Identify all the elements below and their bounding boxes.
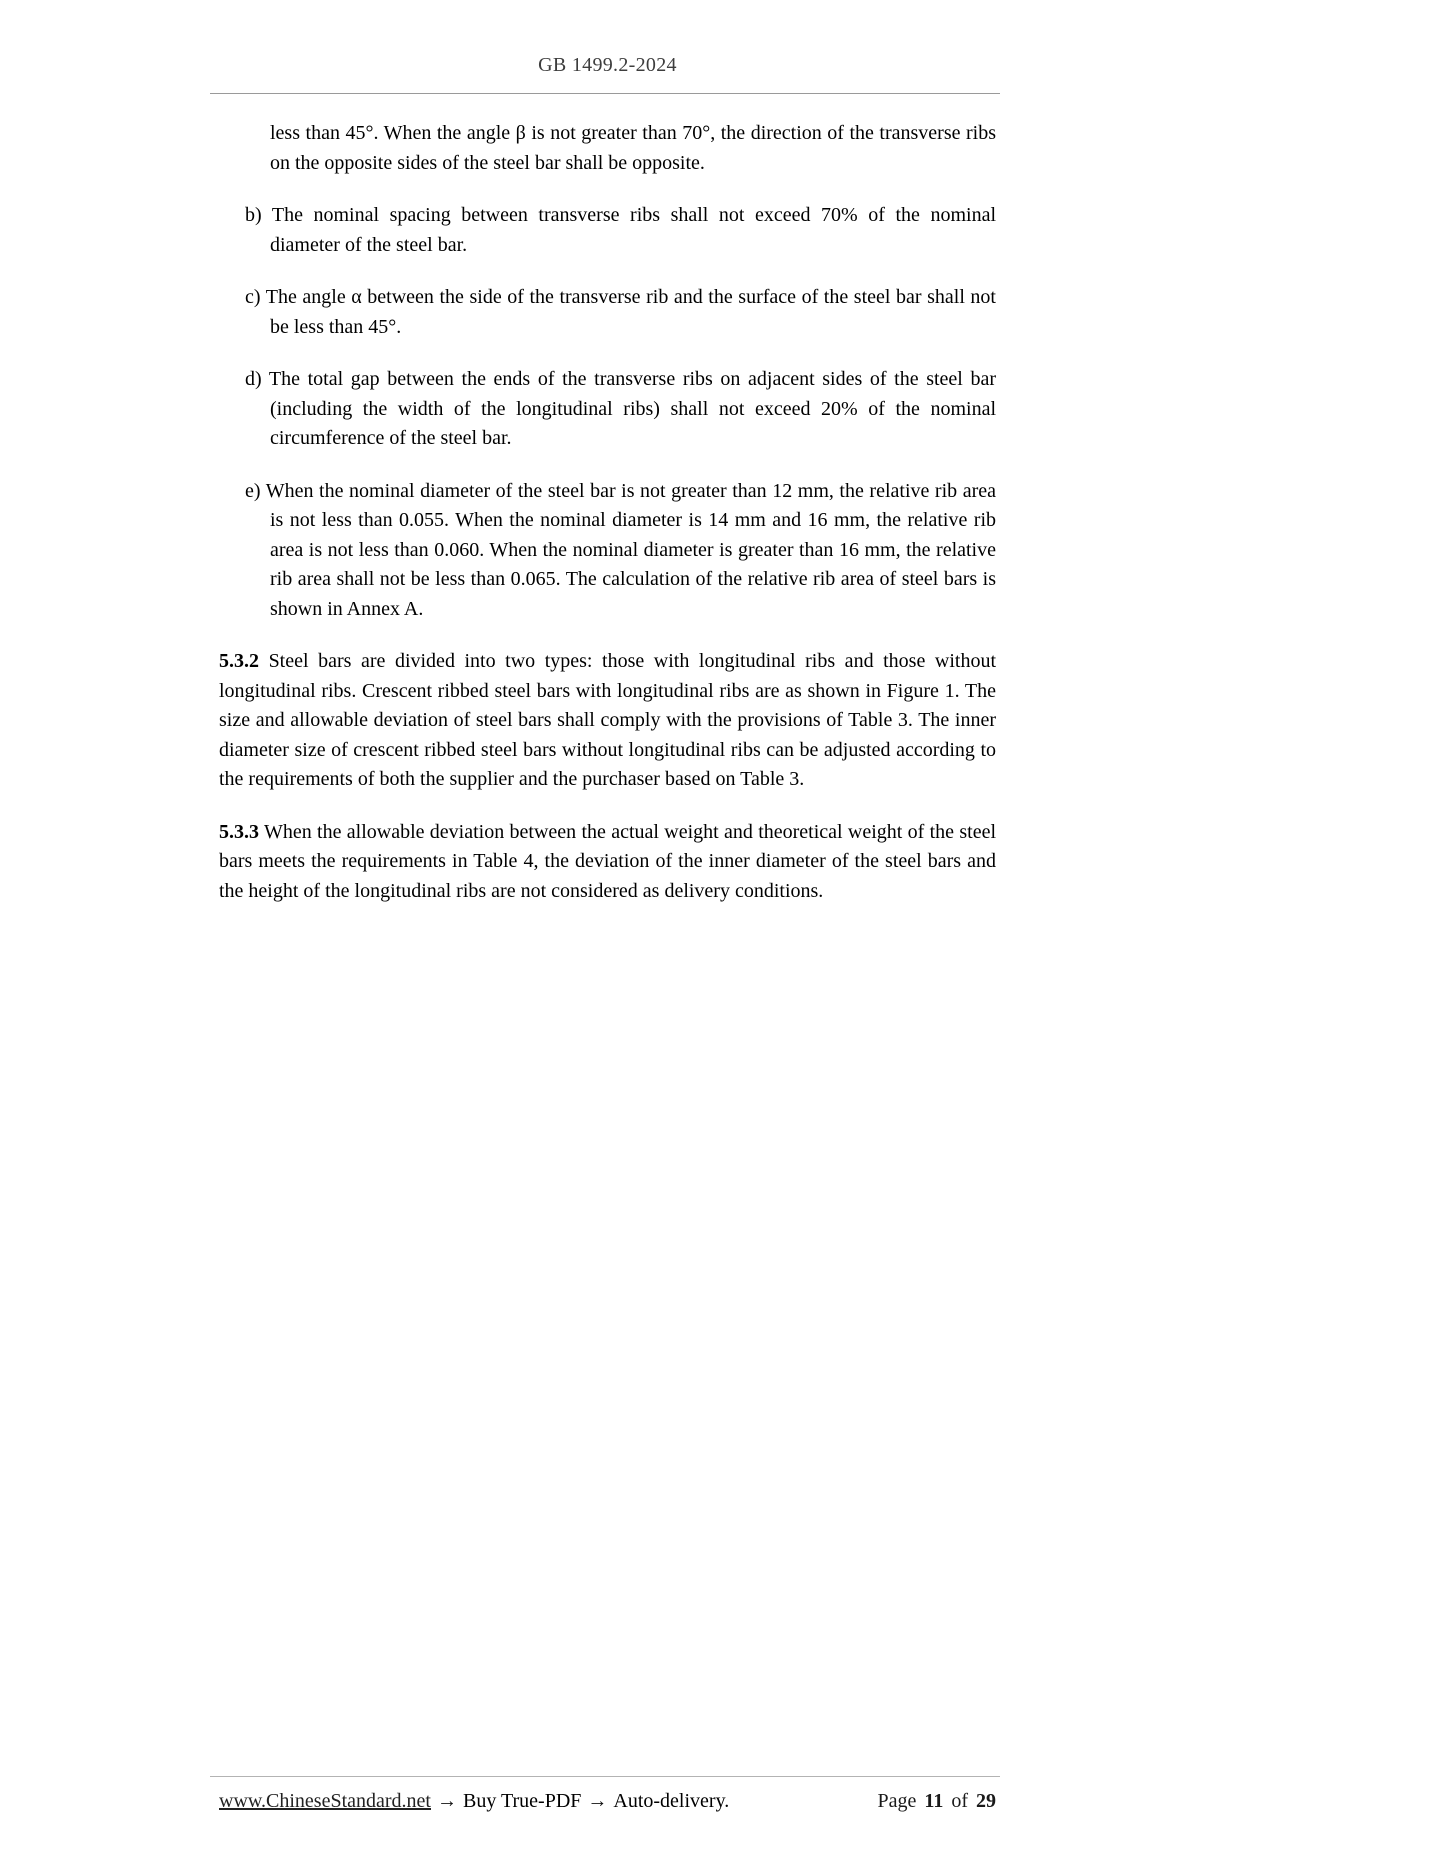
arrow-right-icon: → bbox=[437, 1790, 457, 1812]
chinesestandard-link[interactable]: www.ChineseStandard.net bbox=[219, 1790, 431, 1812]
section-5-3-2 bbox=[219, 647, 996, 795]
document-body bbox=[219, 119, 996, 929]
section-text: When the allowable deviation between the actual weight and theoretical weight of the steel bars meets the requirements in Table 4, the deviation of the inner diameter of the steel bars and the height of the longitudinal ribs are not considered as delivery conditions. bbox=[219, 820, 997, 902]
arrow-right-icon: → bbox=[587, 1790, 608, 1812]
list-item-c bbox=[219, 283, 996, 342]
list-item-text: When the nominal diameter of the steel bar is not greater than 12 mm, the relative rib area is not less than 0.055. When the nominal diameter is 14 mm and 16 mm, the relative rib area is not less than 0.060. When the nominal diameter is greater than 16 mm, the relative rib area shall not be less than 0.065. The calculation of the relative rib area of steel bars is shown in Annex A. bbox=[265, 479, 996, 620]
of-label: of bbox=[951, 1790, 968, 1812]
list-item-text: The total gap between the ends of the transverse ribs on adjacent sides of the steel bar (including the width of the longitudinal ribs) shall not exceed 20% of the nominal circumference of the steel bar. bbox=[268, 368, 996, 449]
list-item-label: e) bbox=[245, 479, 261, 502]
page-footer bbox=[219, 1790, 996, 1813]
total-page-number: 29 bbox=[976, 1790, 996, 1812]
document-header-title: GB 1499.2-2024 bbox=[538, 54, 677, 76]
list-item-text: The angle α between the side of the transverse rib and the surface of the steel bar shall not be less than 45°. bbox=[265, 286, 996, 338]
section-number: 5.3.3 bbox=[219, 820, 259, 843]
list-item-label: b) bbox=[245, 204, 262, 226]
list-item-text: The nominal spacing between transverse ribs shall not exceed 70% of the nominal diameter of the steel bar. bbox=[270, 204, 996, 256]
section-text: Steel bars are divided into two types: those with longitudinal ribs and those without longitudinal ribs. Crescent ribbed steel bars with longitudinal ribs are as shown in Figure 1. The size and allowable deviation of steel bars shall comply with the provisions of Table 3. The inner diameter size of crescent ribbed steel bars without longitudinal ribs can be adjusted according to the requirements of both the supplier and the purchaser based on Table 3. bbox=[219, 650, 997, 790]
header-divider bbox=[210, 93, 1000, 94]
list-item-b bbox=[219, 201, 996, 260]
list-item-e bbox=[219, 477, 996, 625]
footer-divider bbox=[210, 1776, 1000, 1777]
current-page-number: 11 bbox=[924, 1790, 944, 1812]
list-item-d bbox=[219, 365, 996, 454]
section-5-3-3 bbox=[219, 818, 996, 907]
list-item-label: c) bbox=[245, 286, 261, 308]
list-item-label: d) bbox=[245, 368, 262, 390]
section-number: 5.3.2 bbox=[219, 650, 259, 672]
footer-left-text bbox=[219, 1790, 729, 1813]
page-indicator bbox=[878, 1790, 996, 1813]
footer-delivery-text: Auto-delivery. bbox=[613, 1790, 730, 1812]
page-label: Page bbox=[877, 1790, 917, 1812]
footer-buy-text: Buy True-PDF bbox=[463, 1790, 582, 1812]
paragraph-item-a-continuation: less than 45°. When the angle β is not greater than 70°, the direction of the transverse ribs on the opposite sides of the steel bar shall be opposite. bbox=[270, 122, 996, 174]
